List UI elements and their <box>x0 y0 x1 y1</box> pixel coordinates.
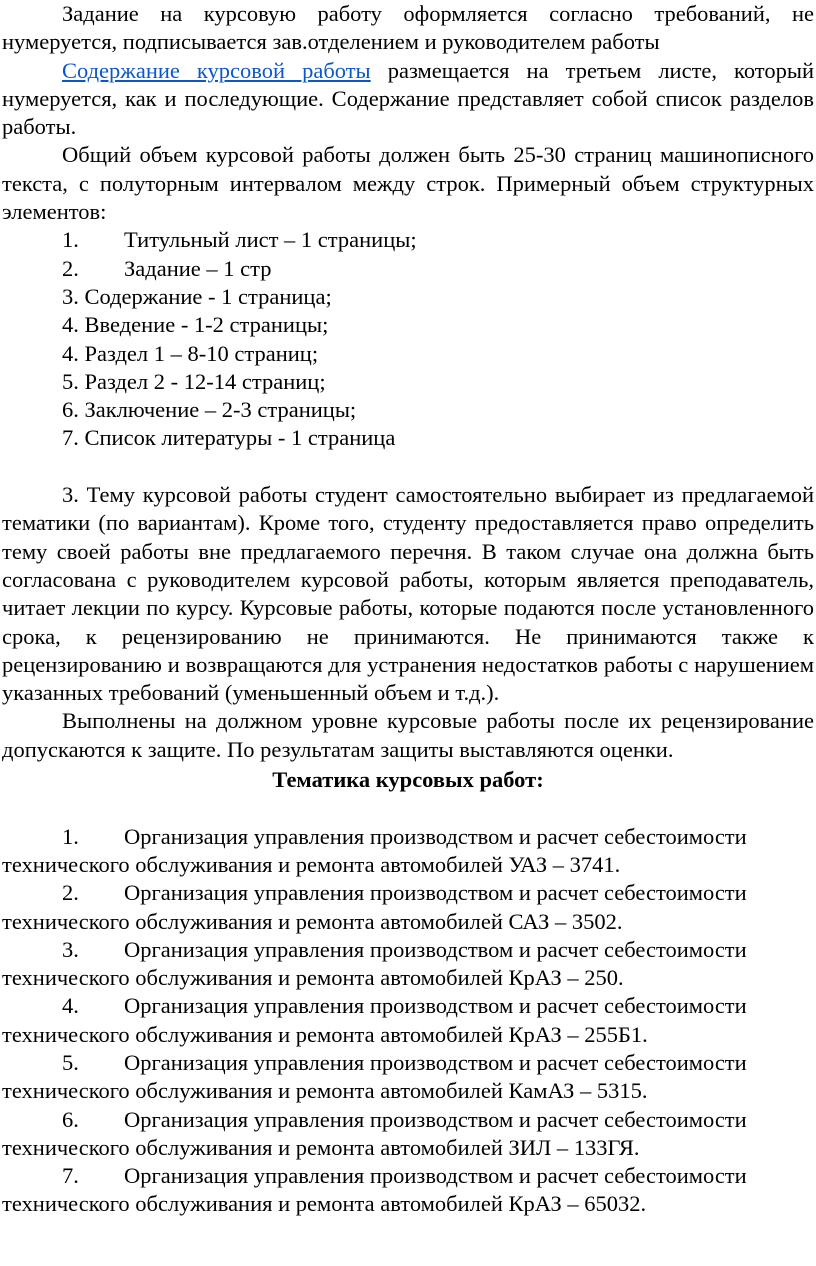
contents-link[interactable]: Содержание курсовой работы <box>62 57 371 83</box>
topic-item <box>2 992 814 1049</box>
topic-item <box>2 1049 814 1106</box>
topic-line-1: Организация управления производством и расчет себестоимости <box>124 880 747 906</box>
topic-line-2: технического обслуживания и ремонта автомобилей КрАЗ – 250. <box>2 965 624 991</box>
topic-item <box>2 879 814 936</box>
topic-line-2: технического обслуживания и ремонта автомобилей УАЗ – 3741. <box>2 851 621 877</box>
list-item: 3. Содержание - 1 страница; <box>62 283 332 309</box>
list-item: 7. Список литературы - 1 страница <box>62 425 396 451</box>
intro-paragraph-1: Задание на курсовую работу оформляется согласно требований, не нумеруется, подписывается зав.отделением и руководителем работы <box>2 1 814 55</box>
topic-number: 6. <box>62 1106 79 1132</box>
topic-line-1: Организация управления производством и расчет себестоимости <box>124 823 747 849</box>
topic-number: 4. <box>62 993 79 1019</box>
intro-paragraph-2-text: размещается на третьем листе, который нумеруется, как и последующие. Содержание представляет собой список разделов работы. <box>2 57 814 140</box>
topic-line-2: технического обслуживания и ремонта автомобилей ЗИЛ – 133ГЯ. <box>2 1134 640 1160</box>
topic-item <box>2 1162 814 1219</box>
structure-list <box>2 226 814 452</box>
blank-line <box>2 453 814 481</box>
intro-paragraph-3: Общий объем курсовой работы должен быть 25-30 страниц машинописного текста, с полуторным интервалом между строк. Примерный объем структурных элементов: <box>2 142 814 225</box>
section3-paragraph-2: Выполнены на должном уровне курсовые работы после их рецензирование допускаются к защите. По результатам защиты выставляются оценки. <box>2 708 814 762</box>
section3-paragraph-1: 3. Тему курсовой работы студент самостоятельно выбирает из предлагаемой тематики (по вариантам). Кроме того, студенту предоставляется право определить тему своей работы вне предлагаемого перечня. В таком случае она должна быть согласована с руководителем курсовой работы, которым является преподаватель, читает лекции по курсу. Курсовые работы, которые подаются после установленного срока, к рецензированию не принимаются. Не принимаются также к рецензированию и возвращаются для устранения недостатков работы с нарушением указанных требований (уменьшенный объем и т.д.). <box>2 482 814 706</box>
topics-heading: Тематика курсовых работ: <box>272 767 544 793</box>
topic-item <box>2 936 814 993</box>
topic-line-2: технического обслуживания и ремонта автомобилей КрАЗ – 65032. <box>2 1191 647 1217</box>
topic-line-2: технического обслуживания и ремонта автомобилей КамАЗ – 5315. <box>2 1078 648 1104</box>
topic-number: 5. <box>62 1049 79 1075</box>
blank-line <box>2 794 814 822</box>
topic-item <box>2 823 814 880</box>
topic-number: 3. <box>62 936 79 962</box>
topics-list <box>2 823 814 1219</box>
topic-line-2: технического обслуживания и ремонта автомобилей САЗ – 3502. <box>2 908 623 934</box>
intro-paragraph-2 <box>2 57 814 142</box>
topic-line-2: технического обслуживания и ремонта автомобилей КрАЗ – 255Б1. <box>2 1021 648 1047</box>
list-item-text: Титульный лист – 1 страницы; <box>124 227 417 253</box>
topic-item <box>2 1106 814 1163</box>
topic-line-1: Организация управления производством и расчет себестоимости <box>124 1049 747 1075</box>
topic-number: 1. <box>62 823 79 849</box>
list-item <box>2 226 814 254</box>
topic-number: 7. <box>62 1163 79 1189</box>
list-item-number: 1. <box>62 227 79 253</box>
list-item: 4. Введение - 1-2 страницы; <box>62 312 329 338</box>
list-item-number: 2. <box>62 255 79 281</box>
topic-line-1: Организация управления производством и расчет себестоимости <box>124 1106 747 1132</box>
topic-number: 2. <box>62 880 79 906</box>
list-item: 5. Раздел 2 - 12-14 страниц; <box>62 368 326 394</box>
list-item: 4. Раздел 1 – 8-10 страниц; <box>62 340 319 366</box>
topic-line-1: Организация управления производством и расчет себестоимости <box>124 993 747 1019</box>
topic-line-1: Организация управления производством и расчет себестоимости <box>124 1163 747 1189</box>
list-item <box>2 255 814 283</box>
list-item-text: Задание – 1 стр <box>124 255 272 281</box>
topic-line-1: Организация управления производством и расчет себестоимости <box>124 936 747 962</box>
list-item: 6. Заключение – 2-3 страницы; <box>62 397 357 423</box>
